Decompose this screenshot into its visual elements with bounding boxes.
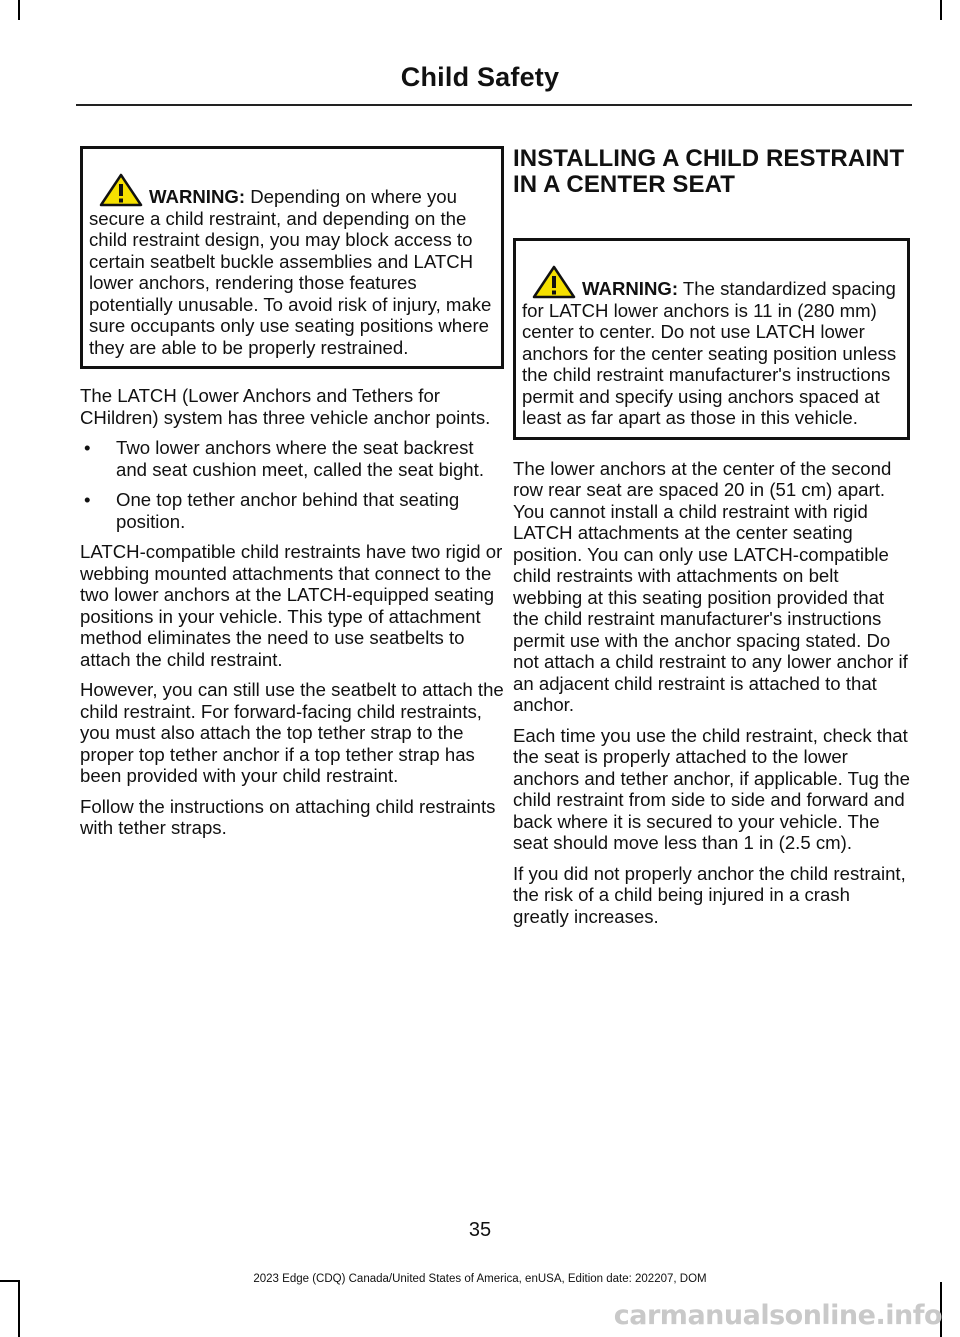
paragraph: Follow the instructions on attaching child restraints with tether straps. [80, 795, 496, 838]
paragraph: LATCH-compatible child restraints have two rigid or webbing mounted attachments that connect to the two lower anchors at the LATCH-equipped seating positions in your vehicle. This type of attachment method eliminates the need to use seatbelts to attach the child restraint. [80, 541, 503, 670]
crop-mark-top-left [18, 0, 20, 20]
crop-mark-bottom-left [18, 1282, 20, 1337]
page-number: 35 [468, 1219, 492, 1241]
list-item-text: One top tether anchor behind that seating position. [116, 489, 460, 532]
crop-mark-top-right [940, 0, 942, 20]
warning-triangle-icon [532, 265, 576, 299]
paragraph: If you did not properly anchor the child restraint, the risk of a child being injured in a crash greatly increases. [513, 862, 906, 927]
right-column [513, 146, 910, 936]
section-heading: INSTALLING A CHILD RESTRAINT IN A CENTER SEAT [513, 145, 905, 198]
warning-text: Depending on where you secure a child restraint, and depending on the child restraint design, you may block access to certain seatbelt buckle assemblies and LATCH lower anchors, rendering those features potentially unusable. To avoid risk of injury, make sure occupants only use seating positions where they are able to be properly restrained. [89, 186, 492, 358]
warning-box-left [80, 146, 504, 369]
list-item [80, 489, 504, 532]
anchor-point-list [80, 437, 504, 532]
warning-label: WARNING: [582, 278, 679, 299]
paragraph: The lower anchors at the center of the second row rear seat are spaced 20 in (51 cm) apart. You cannot install a child restraint with rigid LATCH attachments at the center seating position. You can only use LATCH-compatible child restraints with attachments on belt webbing at this seating position provided that the child restraint manufacturer's instructions permit use with the anchor spacing stated. Do not attach a child restraint to any lower anchor if an adjacent child restraint is attached to that anchor. [513, 457, 908, 715]
paragraph: Each time you use the child restraint, check that the seat is properly attached to the lower anchors and tether anchor, if applicable. Tug the child restraint from side to side and forward and back where it is secured to your vehicle. The seat should move less than 1 in (2.5 cm). [513, 724, 910, 853]
watermark: carmanualsonline.info [613, 1300, 942, 1331]
page-title: Child Safety [400, 62, 560, 92]
paragraph: However, you can still use the seatbelt to attach the child restraint. For forward-facing child restraints, you must also attach the top tether strap to the proper top tether anchor if a top tether strap has been provided with your child restraint. [80, 679, 504, 786]
bullet-marker: • [84, 489, 91, 510]
edition-info: 2023 Edge (CDQ) Canada/United States of America, enUSA, Edition date: 202207, DOM [253, 1273, 707, 1285]
bullet-marker: • [84, 437, 91, 458]
list-item-text: Two lower anchors where the seat backrest and seat cushion meet, called the seat bight. [116, 437, 484, 480]
header-divider [76, 104, 912, 106]
latch-intro: The LATCH (Lower Anchors and Tethers for CHildren) system has three vehicle anchor points. [80, 385, 491, 428]
warning-box-right [513, 238, 910, 440]
warning-triangle-icon [99, 173, 143, 207]
warning-text: The standardized spacing for LATCH lower anchors is 11 in (280 mm) center to center. Do not use LATCH lower anchors for the center seating position unless the child restraint manufacturer's instructions permit and specify using anchors spaced at least as far apart as those in this vehicle. [522, 278, 897, 428]
warning-label: WARNING: [149, 186, 246, 207]
list-item [80, 437, 504, 480]
left-column [80, 146, 504, 848]
